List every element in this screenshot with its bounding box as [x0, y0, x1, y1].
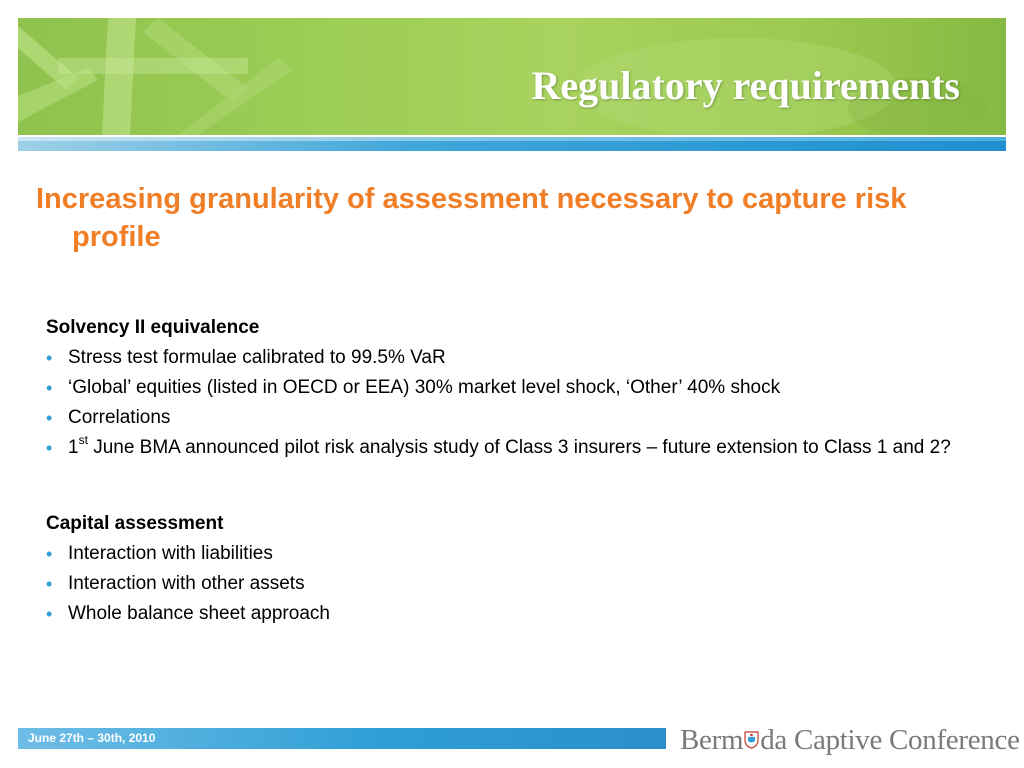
bullet-list: [46, 346, 956, 460]
bullet-icon: •: [46, 604, 53, 624]
list-item: • Whole balance sheet approach: [46, 603, 330, 624]
slide-subtitle: Increasing granularity of assessment necessary to capture risk profile: [36, 183, 907, 253]
section-solvency: [46, 316, 956, 466]
bullet-icon: •: [46, 348, 53, 368]
bullet-icon: •: [46, 574, 53, 594]
list-item: • Stress test formulae calibrated to 99.5% VaR: [46, 347, 446, 368]
bullet-icon: •: [46, 544, 53, 564]
section-heading: Solvency II equivalence: [46, 317, 260, 338]
header-banner: [18, 18, 1006, 135]
bullet-list: [46, 542, 956, 626]
crest-icon: [744, 731, 759, 749]
list-item: • Interaction with other assets: [46, 573, 305, 594]
bullet-icon: •: [46, 378, 53, 398]
list-item: • ‘Global’ equities (listed in OECD or EEA) 30% market level shock, ‘Other’ 40% shock: [46, 377, 781, 398]
conference-logo: Berm da Captive Conference: [680, 724, 1020, 756]
header-divider: [18, 137, 1006, 151]
conference-date: June 27th – 30th, 2010: [28, 731, 156, 745]
section-heading: Capital assessment: [46, 513, 224, 534]
bullet-icon: •: [46, 438, 53, 458]
section-capital: [46, 512, 956, 632]
list-item: • Interaction with liabilities: [46, 543, 273, 564]
bullet-icon: •: [46, 408, 53, 428]
list-item: • Correlations: [46, 407, 171, 428]
list-item: • 1st June BMA announced pilot risk analysis study of Class 3 insurers – future extension to Class 1 and 2?: [46, 432, 951, 458]
slide-title: Regulatory requirements: [531, 63, 960, 108]
